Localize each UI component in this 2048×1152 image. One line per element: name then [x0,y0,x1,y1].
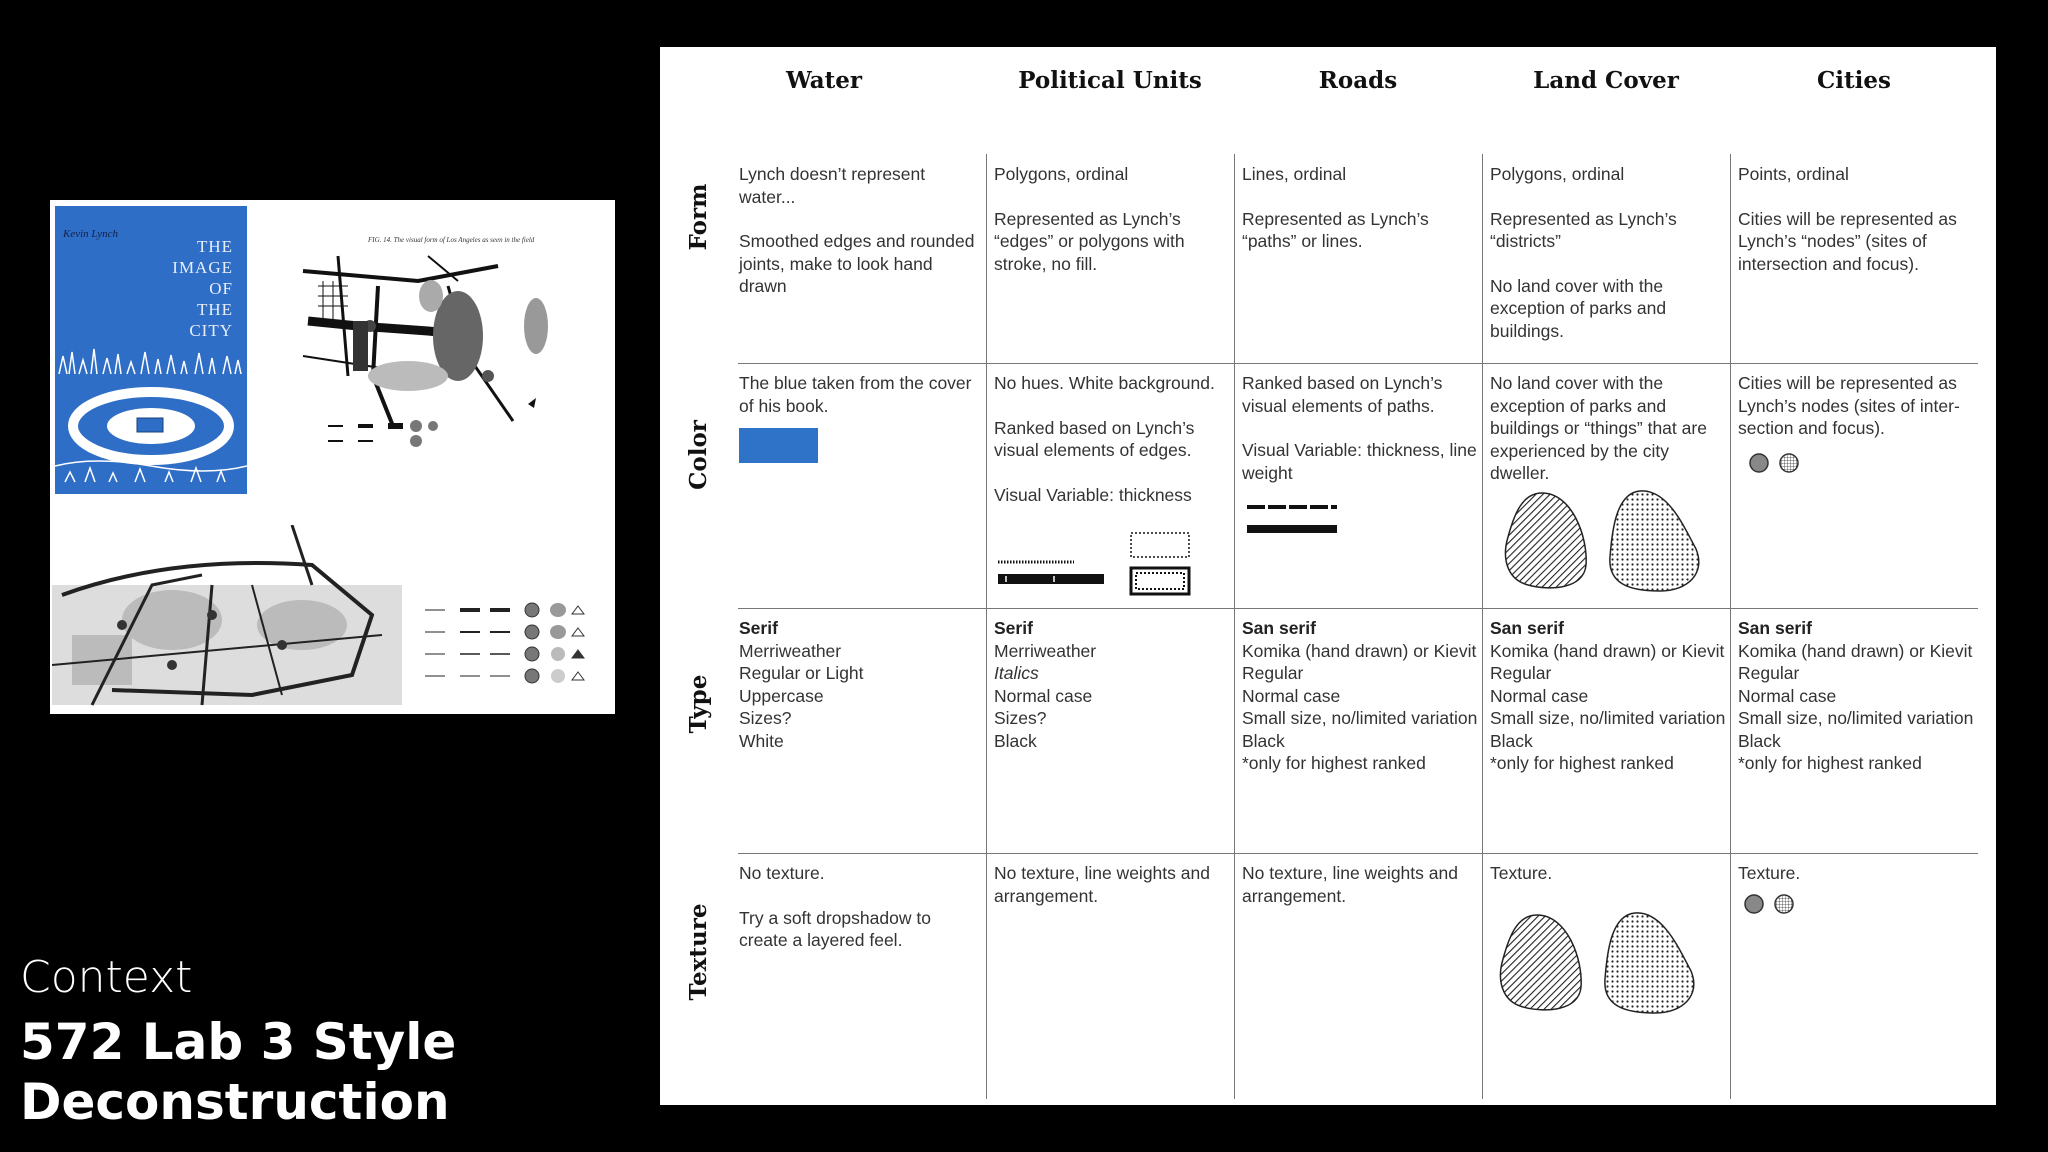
grid-line [1482,154,1483,1099]
row-label-form: Form [685,183,712,251]
node-point-symbols [1745,448,1805,478]
cell-texture-roads: No texture, line weights and arrangement. [1242,863,1458,906]
cell-form-political: Polygons, ordinal Represented as Lynch’s “edges” or polygons with stroke, no fill. [994,164,1185,274]
cell-form-landcover: Polygons, ordinal Represented as Lynch’s “districts” No land cover with the exception of parks and buildings. [1490,164,1677,341]
cell-texture-landcover: Texture. [1490,863,1553,883]
book-cover [55,206,247,494]
col-header-water: Water [785,67,863,94]
lynch-boston-map [52,525,412,710]
lynch-los-angeles-map [298,226,598,476]
style-deconstruction-table [660,47,1996,1105]
row-label-color: Color [685,420,712,490]
slide-title: 572 Lab 3 Style Deconstruction [20,1013,457,1131]
col-header-political-units: Political Units [1018,67,1202,94]
grid-line [738,608,1978,609]
path-line-symbols [1245,497,1345,537]
cell-form-water: Lynch doesn’t represent water... Smoothed edges and rounded joints, make to look hand drawn [739,164,975,296]
cell-color-political: No hues. White background. Ranked based on Lynch’s visual elements of edges. Visual Variable: thickness [994,373,1215,505]
col-header-roads: Roads [1318,67,1398,94]
cell-type-water: Serif Merriweather Regular or Light Uppercase Sizes? White [739,618,864,751]
col-header-land-cover: Land Cover [1533,67,1679,94]
cell-color-water: The blue taken from the cover of his book. [739,373,972,416]
grid-line [738,853,1978,854]
book-title: THE IMAGE OF THE CITY [172,237,233,340]
water-blue-swatch [739,428,818,463]
grid-line [738,363,1978,364]
context-label: Context [20,952,193,1003]
grid-line [986,154,987,1099]
cover-illustration [55,314,247,494]
cell-type-roads: San serif Komika (hand drawn) or Kievit Regular Normal case Small size, no/limited variation Black *only for highest ranked [1242,618,1478,773]
cell-type-landcover: San serif Komika (hand drawn) or Kievit Regular Normal case Small size, no/limited variation Black *only for highest ranked [1490,618,1726,773]
cell-texture-political: No texture, line weights and arrangement. [994,863,1210,906]
cell-color-cities: Cities will be represented as Lynch’s nodes (sites of inter-section and focus). [1738,373,1960,438]
cell-texture-cities: Texture. [1738,863,1801,883]
grid-line [1730,154,1731,1099]
node-point-symbols [1740,889,1800,919]
book-author: Kevin Lynch [63,228,118,240]
district-texture-symbols [1495,909,1705,1019]
cell-form-cities: Points, ordinal Cities will be represented as Lynch’s “nodes” (sites of intersection and focus). [1738,164,1957,274]
col-header-cities: Cities [1817,67,1891,94]
cell-type-political: Serif Merriweather Italics Normal case Sizes? Black [994,618,1097,751]
cell-color-landcover: No land cover with the exception of parks and buildings or “things” that are experienced by the city dweller. [1490,373,1707,483]
cell-type-cities: San serif Komika (hand drawn) or Kievit Regular Normal case Small size, no/limited variation Black *only for highest ranked [1738,618,1974,773]
row-label-texture: Texture [685,903,712,1001]
cell-form-roads: Lines, ordinal Represented as Lynch’s “paths” or lines. [1242,164,1429,251]
grid-line [1234,154,1235,1099]
edge-line-symbols [994,522,1204,602]
lynch-collage-image [50,200,615,714]
map-caption: FIG. 14. The visual form of Los Angeles as seen in the field [368,236,535,244]
lynch-legend-image [420,580,610,700]
district-texture-symbols [1500,487,1710,597]
row-label-type: Type [685,674,712,734]
cell-texture-water: No texture. Try a soft dropshadow to create a layered feel. [739,863,931,950]
cell-color-roads: Ranked based on Lynch’s visual elements of paths. Visual Variable: thickness, line weight [1242,373,1477,483]
